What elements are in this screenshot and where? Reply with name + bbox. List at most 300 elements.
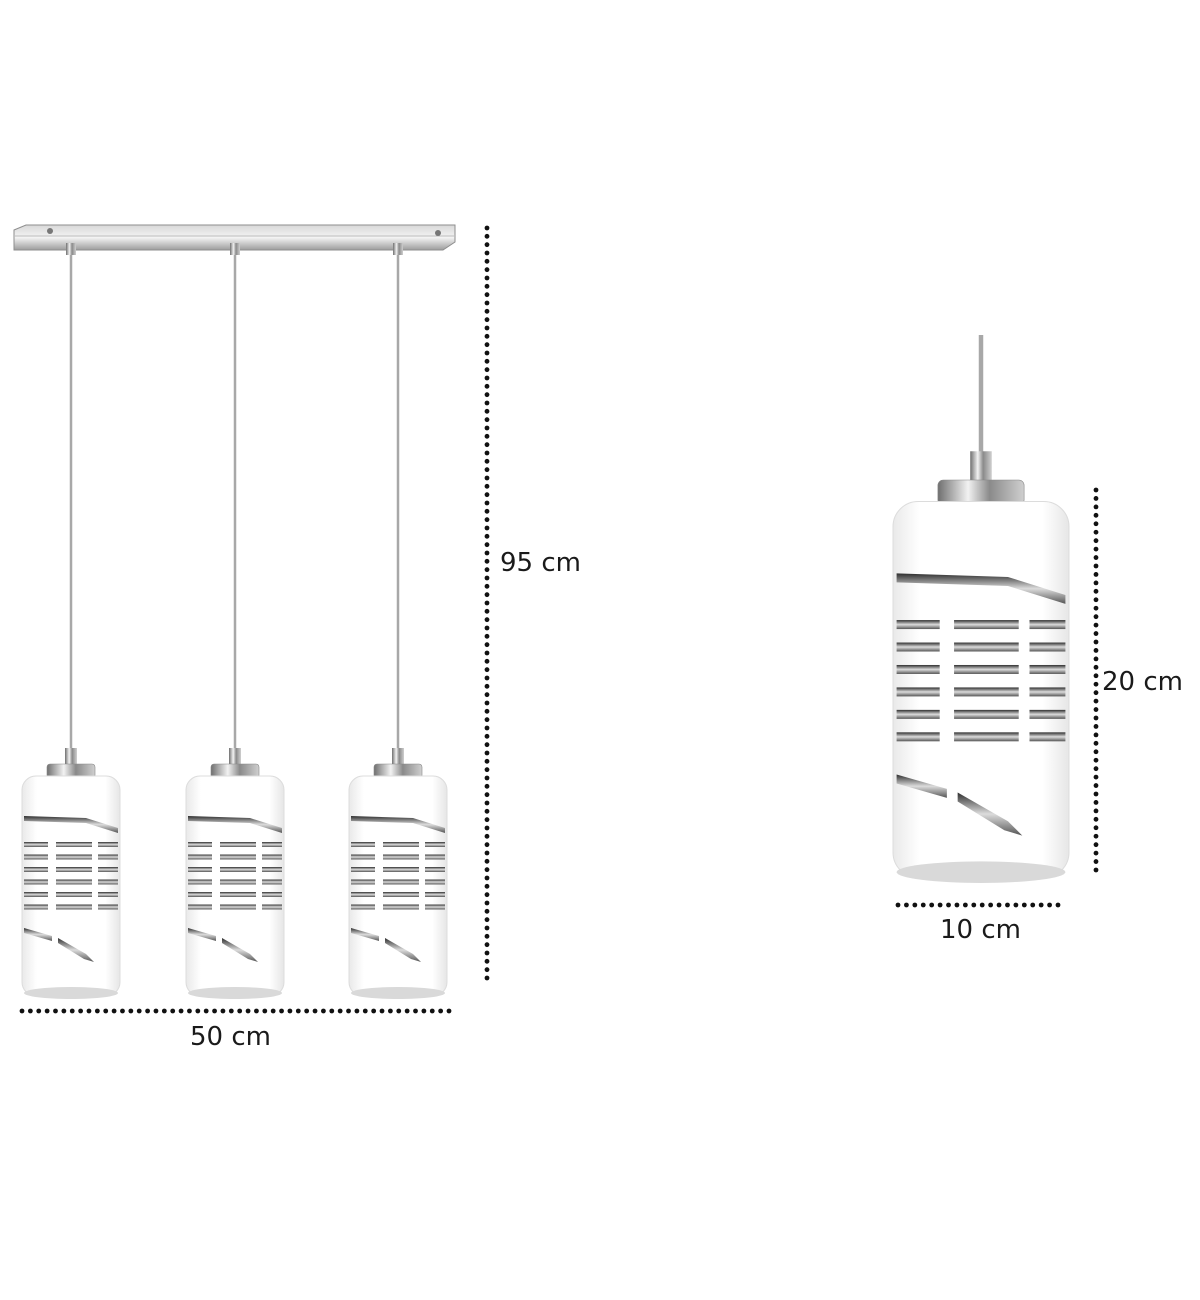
dimension-dot (485, 742, 490, 747)
dimension-dot (95, 1009, 100, 1014)
shade-height-dimension-line (1094, 488, 1099, 873)
dimension-dot (904, 903, 909, 908)
dimension-dot (1005, 903, 1010, 908)
dimension-dot (485, 584, 490, 589)
stripe (24, 867, 48, 872)
dimension-dot (1094, 648, 1099, 653)
dimension-dot (980, 903, 985, 908)
dimension-dot (329, 1009, 334, 1014)
stripe (425, 880, 445, 885)
dimension-dot (485, 351, 490, 356)
stripe (897, 732, 940, 741)
dimension-dot (485, 334, 490, 339)
dimension-dot (485, 284, 490, 289)
dimension-dot (195, 1009, 200, 1014)
dimension-dot (485, 401, 490, 406)
dimension-dot (212, 1009, 217, 1014)
stripe (1029, 687, 1065, 696)
dimension-dot (485, 409, 490, 414)
stripe (220, 880, 256, 885)
shade-width-label: 10 cm (940, 915, 1021, 945)
dimension-dot (1094, 504, 1099, 509)
stripe (220, 867, 256, 872)
dimension-dot (485, 501, 490, 506)
dimension-dot (1094, 851, 1099, 856)
pendant-lamp (22, 255, 120, 999)
dimension-dot (485, 817, 490, 822)
dimension-dot (137, 1009, 142, 1014)
stripe (1029, 643, 1065, 652)
dimension-dot (485, 726, 490, 731)
dimension-dot (485, 317, 490, 322)
stripe (24, 855, 48, 860)
dimension-dot (1094, 488, 1099, 493)
dimension-dot (36, 1009, 41, 1014)
dimension-dot (1013, 903, 1018, 908)
stripe (262, 905, 282, 910)
dimension-dot (485, 959, 490, 964)
dimension-dot (485, 776, 490, 781)
shade-opening (24, 987, 118, 999)
dimension-dot (1094, 800, 1099, 805)
dimension-dot (485, 226, 490, 231)
stripe (954, 687, 1019, 696)
dimension-dot (321, 1009, 326, 1014)
dimension-dot (938, 903, 943, 908)
dimension-dot (485, 826, 490, 831)
dimension-dot (912, 903, 917, 908)
dimension-dot (485, 884, 490, 889)
stripe (425, 842, 445, 847)
dimension-dot (396, 1009, 401, 1014)
shade-opening (351, 987, 445, 999)
stripe (383, 855, 419, 860)
dimension-dot (485, 709, 490, 714)
dimension-dot (1094, 690, 1099, 695)
dimension-dot (1094, 792, 1099, 797)
stripe (98, 880, 118, 885)
dimension-dot (413, 1009, 418, 1014)
dimension-dot (87, 1009, 92, 1014)
width-label: 50 cm (190, 1022, 271, 1052)
dimension-dot (1094, 741, 1099, 746)
dimension-dot (1094, 538, 1099, 543)
dimension-dot (485, 359, 490, 364)
dimension-dot (246, 1009, 251, 1014)
stripe (383, 842, 419, 847)
stripe (351, 892, 375, 897)
stripe (188, 880, 212, 885)
dimension-dot (313, 1009, 318, 1014)
dimension-dot (380, 1009, 385, 1014)
dimension-dot (485, 867, 490, 872)
dimension-dot (1094, 724, 1099, 729)
stripe (98, 855, 118, 860)
dimension-dot (485, 609, 490, 614)
dimension-dot (485, 567, 490, 572)
dimension-dot (179, 1009, 184, 1014)
stripe (24, 892, 48, 897)
stripe (954, 665, 1019, 674)
dimension-dot (1094, 825, 1099, 830)
socket-neck (65, 748, 77, 764)
dimension-dot (1094, 564, 1099, 569)
dimension-dot (154, 1009, 159, 1014)
stripe (24, 842, 48, 847)
dimension-dot (45, 1009, 50, 1014)
dimension-dot (485, 834, 490, 839)
stripe (24, 905, 48, 910)
dimension-dot (1094, 572, 1099, 577)
stripe (351, 905, 375, 910)
dimension-dot (485, 542, 490, 547)
dimension-dot (229, 1009, 234, 1014)
dimension-dot (1094, 758, 1099, 763)
dimension-dot (1094, 783, 1099, 788)
dimension-dot (485, 509, 490, 514)
stripe (98, 905, 118, 910)
stripe (56, 880, 92, 885)
dimension-dot (1094, 580, 1099, 585)
stripe (897, 710, 940, 719)
stripe (188, 855, 212, 860)
stripe (262, 842, 282, 847)
dimension-dot (485, 909, 490, 914)
dimension-dot (485, 859, 490, 864)
dimension-dot (485, 392, 490, 397)
dimension-dot (485, 934, 490, 939)
stripe (383, 892, 419, 897)
stripe (56, 905, 92, 910)
stripe (262, 892, 282, 897)
glass-shade (349, 776, 447, 996)
dimension-dot (485, 492, 490, 497)
dimension-dot (1094, 547, 1099, 552)
dimension-dot (485, 559, 490, 564)
dimension-dot (485, 376, 490, 381)
shade-opening (188, 987, 282, 999)
dimension-dot (1094, 682, 1099, 687)
dimension-dot (485, 784, 490, 789)
dimension-dot (485, 801, 490, 806)
dimension-dot (1094, 513, 1099, 518)
dimension-dot (1022, 903, 1027, 908)
stripe (262, 855, 282, 860)
stripe (262, 867, 282, 872)
stripe (24, 880, 48, 885)
dimension-dot (485, 434, 490, 439)
stripe (1029, 665, 1065, 674)
dimension-dot (1094, 597, 1099, 602)
stripe (954, 620, 1019, 629)
stripe (897, 620, 940, 629)
dimension-dot (112, 1009, 117, 1014)
stripe (56, 867, 92, 872)
dimension-dot (120, 1009, 125, 1014)
dimension-dot (296, 1009, 301, 1014)
shade-width-dimension-line (896, 903, 1061, 908)
dimension-dot (1094, 817, 1099, 822)
dimension-dot (1094, 614, 1099, 619)
dimension-dot (485, 926, 490, 931)
dimension-dot (103, 1009, 108, 1014)
dimension-dot (355, 1009, 360, 1014)
dimension-dot (1094, 640, 1099, 645)
stripe (383, 867, 419, 872)
socket-neck (229, 748, 241, 764)
stripe (897, 687, 940, 696)
dimension-dot (485, 751, 490, 756)
dimension-dot (363, 1009, 368, 1014)
stripe (56, 892, 92, 897)
dimension-dot (237, 1009, 242, 1014)
dimension-dot (1094, 842, 1099, 847)
dimension-dot (485, 617, 490, 622)
dimension-dot (1094, 496, 1099, 501)
dimension-dot (485, 384, 490, 389)
stripe (425, 867, 445, 872)
dimension-dot (485, 684, 490, 689)
stripe (954, 732, 1019, 741)
dimension-dot (485, 759, 490, 764)
dimension-dot (405, 1009, 410, 1014)
socket-neck (392, 748, 404, 764)
stripe (220, 855, 256, 860)
stripe (425, 855, 445, 860)
dimension-dot (485, 534, 490, 539)
dimension-dot (1094, 716, 1099, 721)
dimension-dot (485, 451, 490, 456)
dimension-dot (485, 951, 490, 956)
stripe (56, 855, 92, 860)
dimension-dot (221, 1009, 226, 1014)
dimension-dot (438, 1009, 443, 1014)
stripe (351, 855, 375, 860)
dimension-dot (485, 467, 490, 472)
dimension-dot (485, 976, 490, 981)
dimension-dot (288, 1009, 293, 1014)
dimension-dot (485, 717, 490, 722)
dimension-dot (485, 551, 490, 556)
dimension-dot (485, 526, 490, 531)
ceiling-bar (14, 225, 455, 255)
dimension-dot (896, 903, 901, 908)
stripe (425, 905, 445, 910)
single-pendant-lamp (893, 335, 1069, 883)
dimension-dot (338, 1009, 343, 1014)
dimension-dot (485, 734, 490, 739)
dimension-dot (946, 903, 951, 908)
stripe (1029, 732, 1065, 741)
dimension-dot (485, 417, 490, 422)
stripe (262, 880, 282, 885)
stripe (56, 842, 92, 847)
stripe (351, 867, 375, 872)
dimension-dot (485, 459, 490, 464)
stripe (188, 867, 212, 872)
dimension-dot (929, 903, 934, 908)
dimension-dot (1094, 749, 1099, 754)
dimension-dot (271, 1009, 276, 1014)
dimension-dot (1094, 589, 1099, 594)
dimension-dot (963, 903, 968, 908)
dimension-dot (485, 292, 490, 297)
dimension-dot (70, 1009, 75, 1014)
dimension-dot (485, 967, 490, 972)
stripe (383, 905, 419, 910)
dimension-dot (254, 1009, 259, 1014)
stripe (220, 905, 256, 910)
stripe (351, 880, 375, 885)
dimension-dot (279, 1009, 284, 1014)
dimension-dot (170, 1009, 175, 1014)
dimension-dot (1094, 699, 1099, 704)
dimension-dot (1094, 859, 1099, 864)
dimension-dot (1094, 766, 1099, 771)
dimension-dot (1094, 834, 1099, 839)
dimension-dot (485, 626, 490, 631)
dimension-dot (485, 792, 490, 797)
dimension-dot (371, 1009, 376, 1014)
dimension-dot (1056, 903, 1061, 908)
stripe (1029, 710, 1065, 719)
dimension-dot (447, 1009, 452, 1014)
dimension-dot (1094, 631, 1099, 636)
dimension-dot (485, 651, 490, 656)
dimension-dot (485, 901, 490, 906)
dimension-dot (1094, 868, 1099, 873)
stripe (1029, 620, 1065, 629)
dimension-dot (485, 667, 490, 672)
dimension-dot (1094, 665, 1099, 670)
dimension-dot (921, 903, 926, 908)
dimension-dot (1047, 903, 1052, 908)
dimension-dot (388, 1009, 393, 1014)
stripe (351, 842, 375, 847)
dimension-dot (485, 234, 490, 239)
dimension-dot (485, 517, 490, 522)
socket-neck (970, 451, 992, 480)
width-dimension-line (20, 1009, 452, 1014)
dimension-dot (421, 1009, 426, 1014)
dimension-dot (485, 634, 490, 639)
left-fixture (22, 255, 447, 999)
dimension-dot (1094, 521, 1099, 526)
dimension-dot (485, 809, 490, 814)
dimension-dot (1094, 707, 1099, 712)
dimension-dot (485, 342, 490, 347)
dimension-dot (485, 426, 490, 431)
shade-height-label: 20 cm (1102, 667, 1183, 697)
dimension-dot (28, 1009, 33, 1014)
dimension-dot (997, 903, 1002, 908)
stripe (897, 665, 940, 674)
dimension-dot (485, 851, 490, 856)
dimension-dot (485, 876, 490, 881)
dimension-dot (1094, 732, 1099, 737)
dimension-dot (485, 442, 490, 447)
dimension-dot (1030, 903, 1035, 908)
dimension-dot (485, 892, 490, 897)
dimension-dot (955, 903, 960, 908)
stripe (188, 905, 212, 910)
stripe (220, 842, 256, 847)
pendant-lamp (186, 255, 284, 999)
dimension-dot (1094, 606, 1099, 611)
dimension-dot (485, 259, 490, 264)
dimension-dot (61, 1009, 66, 1014)
dimension-dot (1094, 656, 1099, 661)
pendant-lamp (349, 255, 447, 999)
dimension-dot (485, 917, 490, 922)
dimension-dot (204, 1009, 209, 1014)
dimension-dot (346, 1009, 351, 1014)
dimension-dot (1094, 530, 1099, 535)
dimension-dot (1094, 555, 1099, 560)
glass-shade (22, 776, 120, 996)
dimension-dot (53, 1009, 58, 1014)
dimension-dot (485, 251, 490, 256)
dimension-dot (145, 1009, 150, 1014)
dimension-dot (485, 642, 490, 647)
dimension-dot (485, 601, 490, 606)
stripe (188, 892, 212, 897)
dimension-dot (485, 701, 490, 706)
dimension-dot (988, 903, 993, 908)
dimension-dot (1094, 808, 1099, 813)
dimension-dot (162, 1009, 167, 1014)
dimension-dot (485, 326, 490, 331)
dimension-dot (1094, 623, 1099, 628)
height-label: 95 cm (500, 548, 581, 578)
dimension-dot (1094, 775, 1099, 780)
height-dimension-line (485, 226, 490, 981)
dimension-dot (485, 659, 490, 664)
stripe (954, 710, 1019, 719)
dimension-dot (485, 692, 490, 697)
dimension-dot (485, 576, 490, 581)
dimension-dot (485, 484, 490, 489)
stripe (98, 892, 118, 897)
right-fixture (893, 335, 1069, 883)
dimension-dot (485, 309, 490, 314)
dimension-dot (485, 476, 490, 481)
dimension-dot (187, 1009, 192, 1014)
dimension-dot (485, 942, 490, 947)
dimension-dot (485, 276, 490, 281)
dimension-dot (430, 1009, 435, 1014)
dimension-dot (485, 592, 490, 597)
dimension-dot (485, 767, 490, 772)
dimension-dot (485, 301, 490, 306)
shade-opening (897, 861, 1066, 883)
dimension-dot (304, 1009, 309, 1014)
dimension-dot (1094, 673, 1099, 678)
dimension-dot (78, 1009, 83, 1014)
stripe (188, 842, 212, 847)
dimension-dot (262, 1009, 267, 1014)
dimension-dot (485, 842, 490, 847)
stripe (220, 892, 256, 897)
stripe (897, 643, 940, 652)
dimension-dot (485, 267, 490, 272)
dimension-dot (485, 676, 490, 681)
stripe (954, 643, 1019, 652)
dimension-dot (1039, 903, 1044, 908)
stripe (98, 842, 118, 847)
dimension-dot (20, 1009, 25, 1014)
dimension-dot (971, 903, 976, 908)
